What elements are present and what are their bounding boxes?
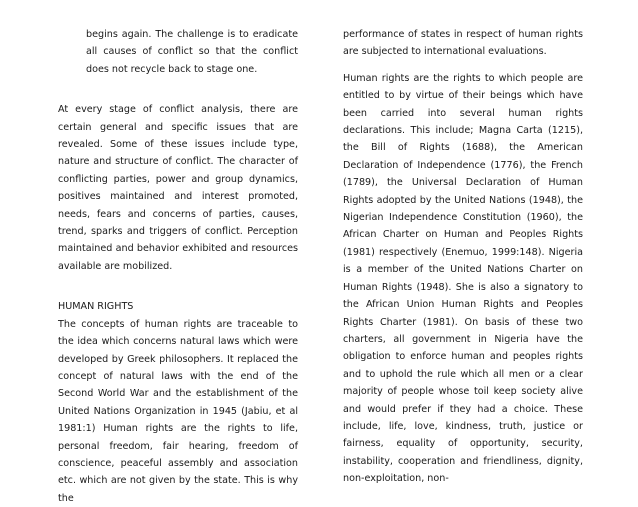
intro-quote-paragraph: begins again. The challenge is to eradicate all causes of conflict so that the conflict does not recycle back to stage one.	[86, 29, 298, 75]
right-column	[343, 26, 583, 488]
performance-paragraph: performance of states in respect of human rights are subjected to international evaluations.	[343, 29, 583, 58]
conflict-analysis-paragraph: At every stage of conflict analysis, there are certain general and specific issues that are revealed. Some of these issues include type, nature and structure of conflict. The character of conflicting parties, power and group dynamics, positives maintained and interest promoted, needs, fears and concerns of parties, causes, trend, sparks and triggers of conflict. Perception maintained and behavior exhibited and resources available are mobilized.	[58, 104, 298, 272]
human-rights-concept-paragraph: The concepts of human rights are traceable to the idea which concerns natural laws which were developed by Greek philosophers. It replaced the concept of natural laws with the end of the Second World War and the establishment of the United Nations Organization in 1945 (Jabiu, et al 1981:1) Human rights are the rights to life, personal freedom, fair hearing, freedom of conscience, peaceful assembly and association etc. which are not given by the state. This is why the	[58, 318, 298, 504]
left-column	[58, 26, 298, 507]
section-heading: HUMAN RIGHTS	[58, 301, 134, 313]
human-rights-declarations-paragraph: Human rights are the rights to which people are entitled to by virtue of their beings which have been carried into several human rights declarations. This include; Magna Carta (1215), the Bill of Rights (1688), the American Declaration of Independence (1776), the French (1789), the Universal Declaration of Human Rights adopted by the United Nations (1948), the Nigerian Independence Constitution (1960), the African Charter on Human and Peoples Rights (1981) respectively (Enemuo, 1999:148). Nigeria is a member of the United Nations Charter on Human Rights (1948). She is also a signatory to the African Union Human Rights and Peoples Rights Charter (1981). On basis of these two charters, all government in Nigeria have the obligation to enforce human and peoples rights and to uphold the rule which all men or a clear majority of people whose toil keep society alive and would prefer if they had a choice. These include, life, love, kindness, truth, justice or fairness, equality of opportunity, security, instability, cooperation and friendliness, dignity, non-exploitation, non-	[343, 72, 583, 485]
